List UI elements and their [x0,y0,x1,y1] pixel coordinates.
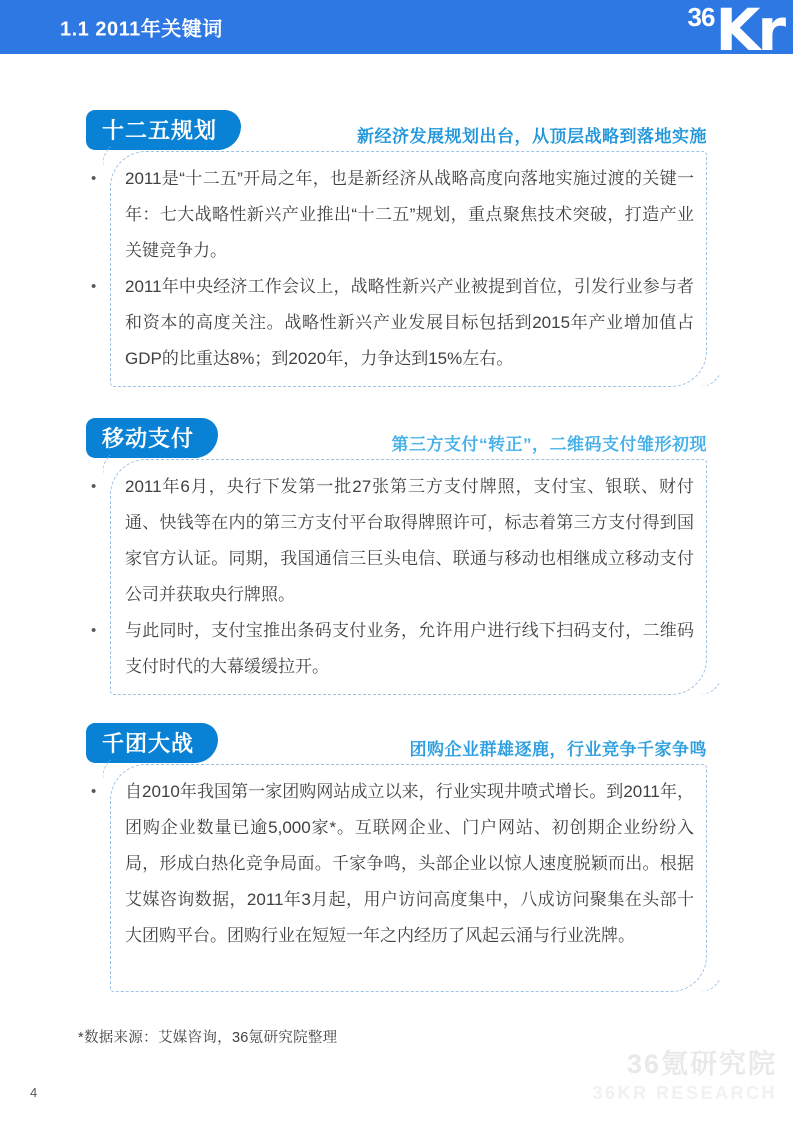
bullet-list [91,469,694,685]
page-title: 1.1 2011年关键词 [60,18,223,41]
bullet-item [91,269,694,377]
header-bar [0,0,793,64]
section-head [86,110,707,150]
watermark-cn: 36氪研究院 [626,1049,777,1079]
bullet-dot-icon: • [91,783,97,800]
dashed-content-box [91,459,707,695]
data-source-footnote: *数据来源：艾媒咨询，36氪研究院整理 [78,1030,338,1046]
bullet-item [91,774,694,954]
section-head [86,418,707,458]
bullet-list [91,774,694,954]
bullet-list [91,161,694,377]
bullet-text: 2011是“十二五”开局之年，也是新经济从战略高度向落地实施过渡的关键一年：七大战略性新兴产业推出“十二五”规划，重点聚焦技术突破，打造产业关键竞争力。 [125,169,694,260]
bullet-dot-icon: • [91,478,97,495]
bullet-text: 自2010年我国第一家团购网站成立以来，行业实现井喷式增长。到2011年，团购企业数量已逾5,000家*。互联网企业、门户网站、初创期企业纷纷入局，形成白热化竞争局面。千家争鸣，头部企业以惊人速度脱颖而出。根据艾媒咨询数据，2011年3月起，用户访问高度集中，八成访问聚集在头部十大团购平台。团购行业在短短一年之内经历了风起云涌与行业洗牌。 [125,782,694,945]
logo-36: 36 [687,2,715,32]
section-3 [86,723,707,992]
dashed-content-box [91,764,707,992]
bullet-item [91,469,694,613]
bullet-item [91,613,694,685]
dashed-content-box [91,151,707,387]
section-1 [86,110,707,387]
section-subtitle: 第三方支付“转正”，二维码支付雏形初现 [391,435,707,454]
bullet-text: 2011年6月，央行下发第一批27张第三方支付牌照，支付宝、银联、财付通、快钱等在内的第三方支付平台取得牌照许可，标志着第三方支付得到国家官方认证。同期，我国通信三巨头电信、联通与移动也相继成立移动支付公司并获取央行牌照。 [125,477,694,604]
section-subtitle: 新经济发展规划出台，从顶层战略到落地实施 [357,127,707,146]
section-badge: 移动支付 [86,418,218,458]
36kr-logo-icon [687,0,783,64]
section-head [86,723,707,763]
bullet-text: 与此同时，支付宝推出条码支付业务，允许用户进行线下扫码支付，二维码支付时代的大幕缓缓拉开。 [125,621,694,676]
page-number: 4 [30,1085,38,1100]
bullet-item [91,161,694,269]
watermark [592,1048,777,1104]
bullet-dot-icon: • [91,622,97,639]
bullet-dot-icon: • [91,278,97,295]
watermark-en: 36KR RESEARCH [592,1082,777,1103]
section-badge: 十二五规划 [86,110,241,150]
section-subtitle: 团购企业群雄逐鹿，行业竞争千家争鸣 [409,740,707,759]
bullet-text: 2011年中央经济工作会议上，战略性新兴产业被提到首位，引发行业参与者和资本的高度关注。战略性新兴产业发展目标包括到2015年产业增加值占GDP的比重达8%；到2020年，力争达到15%左右。 [125,277,694,368]
logo-kr: Kr [715,0,783,64]
section-2 [86,418,707,695]
bullet-dot-icon: • [91,170,97,187]
section-badge: 千团大战 [86,723,218,763]
